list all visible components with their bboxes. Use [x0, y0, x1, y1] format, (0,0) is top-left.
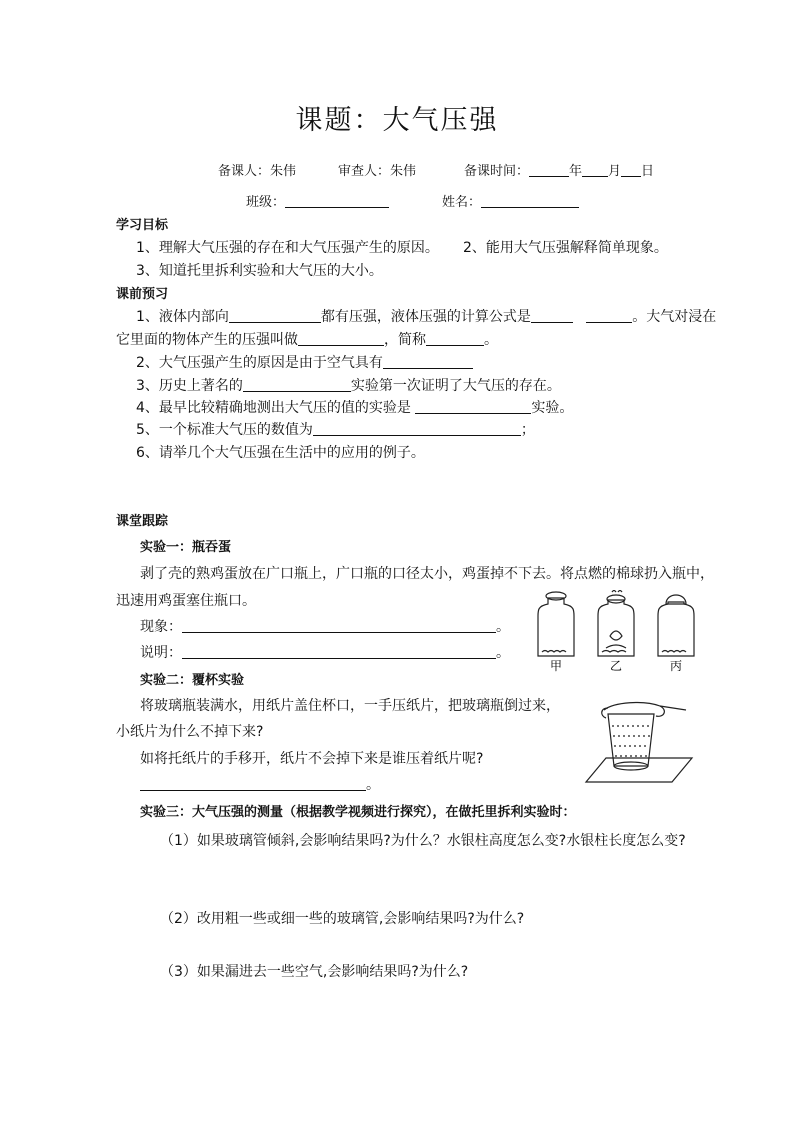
- exp2-text2: 小纸片为什么不掉下来?: [116, 724, 264, 740]
- exp2-end: 。: [366, 777, 380, 793]
- day-blank[interactable]: [621, 163, 641, 177]
- preview-q1-cont: [116, 329, 498, 349]
- preview-q2: [136, 352, 473, 372]
- q1-blank-2[interactable]: [531, 308, 573, 323]
- exp1-phenomenon: [140, 616, 510, 636]
- exp3-q1: （1）如果玻璃管倾斜,会影响结果吗?为什么？水银柱高度怎么变?水银柱长度怎么变?: [160, 833, 686, 849]
- q1-blank-1[interactable]: [229, 308, 321, 323]
- objective-item: 3、知道托里拆利实验和大气压的大小。: [136, 263, 383, 279]
- q4-text-a: 4、最早比较精确地测出大气压的值的实验是: [136, 400, 411, 416]
- exp3-q2: （2）改用粗一些或细一些的玻璃管,会影响结果吗?为什么?: [160, 911, 525, 927]
- preview-q5: [136, 419, 535, 439]
- month-blank[interactable]: [582, 163, 608, 177]
- q1-blank-4[interactable]: [298, 331, 384, 346]
- preview-q3: [136, 375, 561, 395]
- explain-label: 说明：: [140, 645, 182, 661]
- q5-text-b: ；: [520, 422, 535, 438]
- preview-q4: [136, 397, 573, 417]
- q5-text-a: 5、一个标准大气压的数值为: [136, 422, 313, 438]
- q2-blank[interactable]: [383, 354, 473, 369]
- name-field: [442, 191, 579, 210]
- q4-text-b: 实验。: [531, 400, 574, 416]
- exp2-title: 实验二：覆杯实验: [140, 673, 245, 688]
- figure-label-yi: 乙: [609, 659, 623, 673]
- q1-text-b: 都有压强，液体压强的计算公式是: [320, 309, 531, 325]
- year-label: 年: [569, 164, 583, 179]
- objective-item: 1、理解大气压强的存在和大气压强产生的原因。: [136, 240, 439, 256]
- exp1-title: 实验一：瓶吞蛋: [140, 540, 232, 555]
- class-label: 班级：: [246, 195, 286, 210]
- q3-text-b: 实验第一次证明了大气压的存在。: [350, 378, 561, 394]
- preview-heading: 课前预习: [116, 287, 169, 302]
- q1-blank-3[interactable]: [586, 308, 632, 323]
- exp3-title: 实验三：大气压强的测量（根据教学视频进行探究），在做托里拆利实验时：: [140, 805, 576, 820]
- exp2-answer: [140, 774, 380, 794]
- q3-blank[interactable]: [243, 377, 351, 392]
- figure-label-bing: 丙: [669, 659, 683, 673]
- name-blank[interactable]: [481, 194, 579, 208]
- phenomenon-blank[interactable]: [182, 618, 496, 633]
- exp1-explain: [140, 642, 510, 662]
- exp1-text1: 剥了壳的熟鸡蛋放在广口瓶上，广口瓶的口径太小，鸡蛋掉不下去。将点燃的棉球扔入瓶中，: [140, 566, 714, 582]
- reviewer: 审查人：朱伟: [338, 164, 417, 179]
- prep-time-label: 备课时间：: [464, 164, 530, 179]
- q5-blank[interactable]: [313, 421, 521, 436]
- q1-blank-5[interactable]: [426, 331, 484, 346]
- preparer: 备课人：朱伟: [218, 164, 297, 179]
- exp2-text1: 将玻璃瓶装满水，用纸片盖住杯口，一手压纸片，把玻璃瓶倒过来，: [140, 698, 560, 714]
- q2-text: 2、大气压强产生的原因是由于空气具有: [136, 355, 383, 371]
- month-label: 月: [608, 164, 622, 179]
- exp1-text2: 迅速用鸡蛋塞住瓶口。: [116, 593, 256, 609]
- exp2-text3: 如将托纸片的手移开，纸片不会掉下来是谁压着纸片呢?: [140, 751, 484, 767]
- q1-text-d: 它里面的物体产生的压强叫做: [116, 332, 298, 348]
- q1-text-e: ，简称: [384, 332, 426, 348]
- name-label: 姓名：: [442, 195, 482, 210]
- q1-text-a: 1、液体内部向: [136, 309, 229, 325]
- explain-blank[interactable]: [182, 644, 496, 659]
- q3-text-a: 3、历史上著名的: [136, 378, 243, 394]
- q1-text-c: 。大气对浸在: [632, 309, 717, 325]
- year-blank[interactable]: [529, 163, 569, 177]
- explain-end: 。: [496, 645, 510, 661]
- preview-q1: [136, 306, 716, 326]
- preview-q6: 6、请举几个大气压强在生活中的应用的例子。: [136, 445, 425, 461]
- class-field: [246, 191, 389, 210]
- phenomenon-label: 现象：: [140, 619, 182, 635]
- phenomenon-end: 。: [496, 619, 510, 635]
- day-label: 日: [641, 164, 655, 179]
- class-blank[interactable]: [285, 194, 389, 208]
- q1-text-f: 。: [484, 332, 498, 348]
- q4-blank[interactable]: [415, 399, 531, 414]
- page-title: 课题：大气压强: [295, 105, 499, 136]
- exp3-q3: （3）如果漏进去一些空气,会影响结果吗?为什么?: [160, 964, 469, 980]
- class-heading: 课堂跟踪: [116, 514, 169, 529]
- objective-item: 2、能用大气压强解释简单现象。: [463, 240, 668, 256]
- inverted-cup-figure: [584, 696, 694, 786]
- exp2-answer-blank[interactable]: [140, 776, 366, 791]
- objectives-heading: 学习目标: [116, 218, 169, 233]
- figure-label-jia: 甲: [549, 659, 563, 673]
- bottle-egg-figure: [530, 590, 710, 674]
- prep-time: [464, 160, 654, 179]
